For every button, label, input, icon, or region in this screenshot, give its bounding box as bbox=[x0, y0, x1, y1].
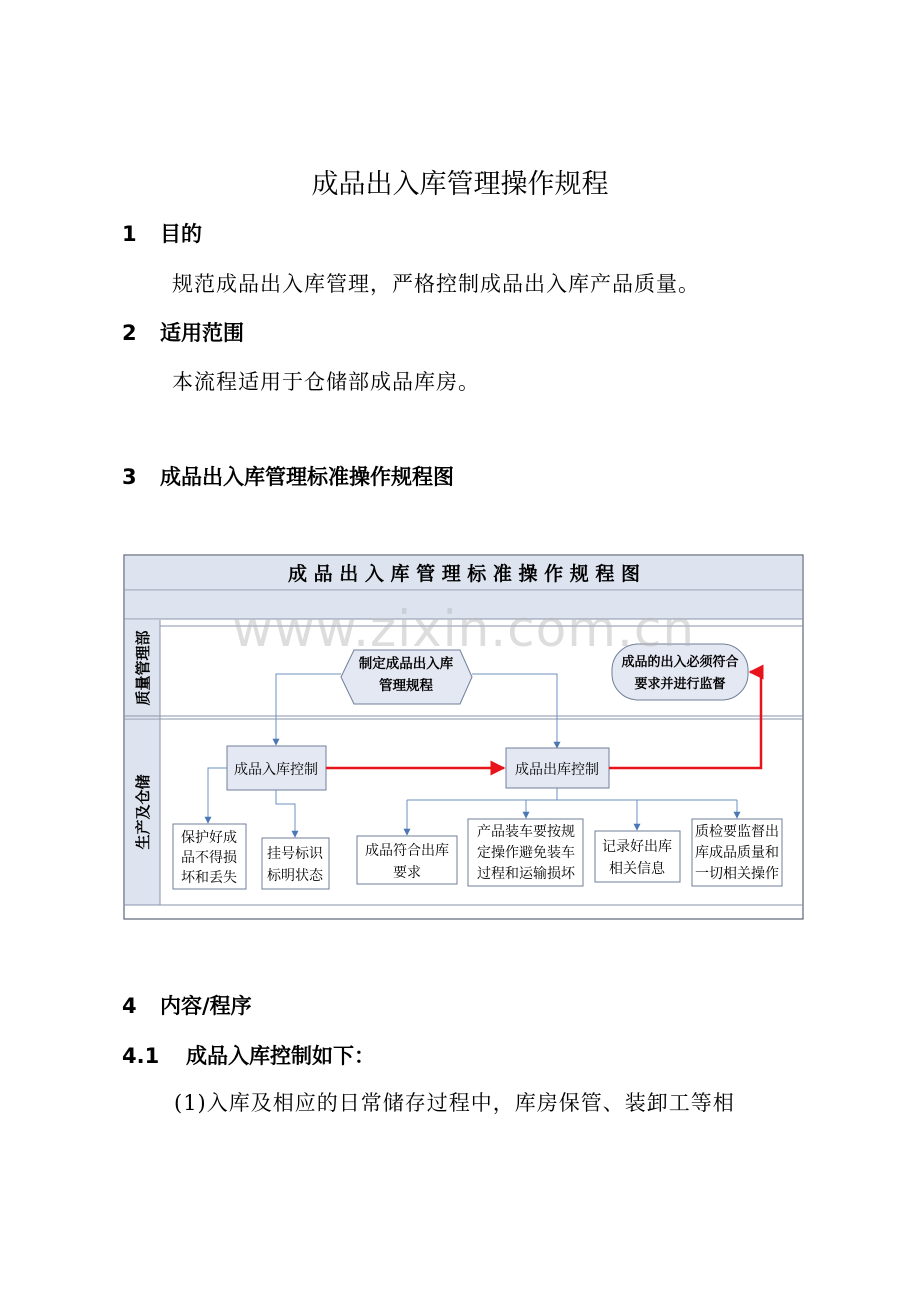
section-title: 内容/程序 bbox=[160, 994, 252, 1018]
node-meet-requirements-line2: 要求 bbox=[393, 865, 421, 881]
node-qc-line1: 质检要监督出 bbox=[695, 824, 779, 840]
section-title: 适用范围 bbox=[160, 321, 244, 345]
node-loading-line1: 产品装车要按规 bbox=[477, 824, 575, 840]
section-4-1-heading bbox=[122, 1040, 375, 1070]
section-title: 成品出入库管理标准操作规程图 bbox=[160, 465, 454, 489]
section-number: 3 bbox=[122, 465, 137, 489]
document-title: 成品出入库管理操作规程 bbox=[311, 169, 609, 200]
node-label-line1: 挂号标识 bbox=[267, 846, 323, 862]
node-inbound-control-label: 成品入库控制 bbox=[234, 762, 318, 778]
node-outbound-control-label: 成品出库控制 bbox=[515, 762, 599, 778]
section-4-1-body: (1)入库及相应的日常储存过程中，库房保管、装卸工等相 bbox=[174, 1091, 735, 1115]
node-loading-line2: 定操作避免装车 bbox=[477, 845, 575, 861]
section-title: 成品入库控制如下： bbox=[186, 1044, 375, 1068]
node-meet-requirements-line1: 成品符合出库 bbox=[365, 843, 449, 859]
section-number: 1 bbox=[122, 222, 137, 246]
node-make-rules-line2: 管理规程 bbox=[379, 678, 433, 694]
node-protect-line3: 坏和丢失 bbox=[181, 870, 237, 886]
section-number: 4.1 bbox=[122, 1044, 160, 1068]
lane-label-production: 生产及仓储 bbox=[134, 774, 152, 850]
watermark: www.zixin.com.cn bbox=[232, 600, 696, 658]
node-label-line2: 标明状态 bbox=[267, 868, 323, 884]
section-number: 4 bbox=[122, 994, 137, 1018]
node-protect-line2: 品不得损 bbox=[181, 850, 237, 866]
section-1-body: 规范成品出入库管理，严格控制成品出入库产品质量。 bbox=[172, 272, 700, 296]
node-supervise-line1: 成品的出入必须符合 bbox=[621, 655, 739, 670]
section-title: 目的 bbox=[160, 222, 202, 246]
section-number: 2 bbox=[122, 321, 137, 345]
section-2-body: 本流程适用于仓储部成品库房。 bbox=[172, 370, 480, 394]
node-supervise-line2: 要求并进行监督 bbox=[634, 677, 726, 692]
node-record-line2: 相关信息 bbox=[609, 861, 665, 877]
diagram-title: 成 品 出 入 库 管 理 标 准 操 作 规 程 图 bbox=[288, 563, 640, 585]
node-loading-line3: 过程和运输损坏 bbox=[477, 866, 575, 882]
node-make-rules-line1: 制定成品出入库 bbox=[358, 656, 454, 672]
node-protect-line1: 保护好成 bbox=[181, 830, 237, 846]
section-4-heading bbox=[122, 990, 252, 1020]
lane-label-quality: 质量管理部 bbox=[134, 630, 152, 706]
node-qc-line3: 一切相关操作 bbox=[695, 866, 779, 882]
node-record-line1: 记录好出库 bbox=[602, 839, 672, 855]
node-qc-line2: 库成品质量和 bbox=[695, 845, 779, 861]
